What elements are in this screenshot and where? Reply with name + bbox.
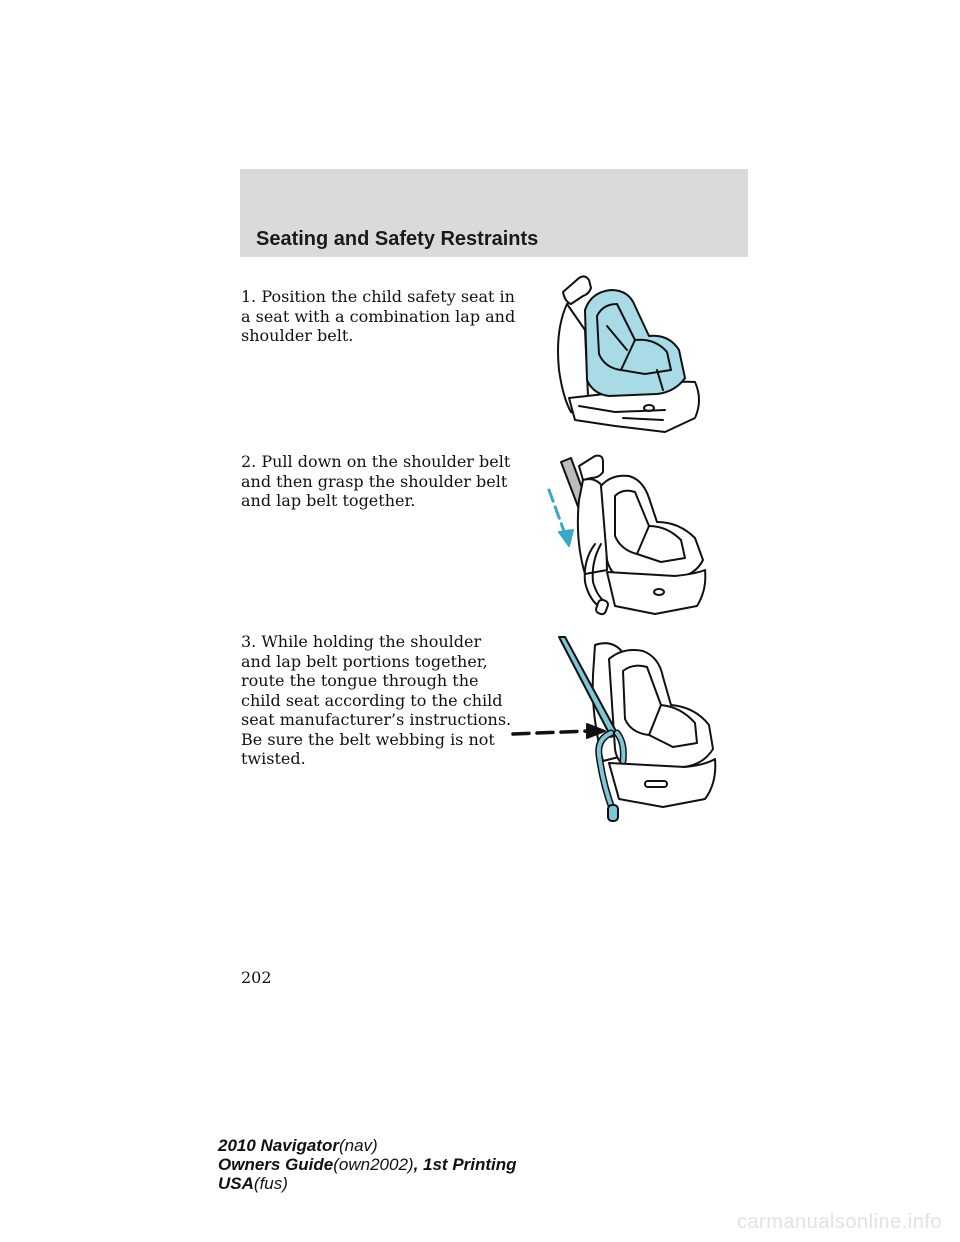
watermark: carmanualsonline.info xyxy=(736,1211,942,1233)
step-1-text: 1. Position the child safety seat in a seat with a combination lap and shoulder belt. xyxy=(241,287,516,345)
footer-line-3 xyxy=(218,1174,517,1193)
section-header xyxy=(240,169,748,257)
route-tongue-illustration xyxy=(505,635,725,825)
step-3-text: 3. While holding the shoulder and lap belt portions together, route the tongue through the child seat according to the child seat manufacturer’s instructions. Be sure the belt webbing is not twisted. xyxy=(241,632,512,768)
footer-line-2 xyxy=(218,1155,517,1174)
footer-model-code: (nav) xyxy=(338,1136,378,1155)
footer-printing: , 1st Printing xyxy=(413,1155,517,1174)
pull-shoulder-belt-illustration xyxy=(545,450,715,620)
footer-region-code: (fus) xyxy=(253,1174,288,1193)
document-footer xyxy=(218,1136,517,1193)
child-seat-position-illustration xyxy=(545,270,715,440)
section-title: Seating and Safety Restraints xyxy=(256,228,539,250)
step-2-text: 2. Pull down on the shoulder belt and then grasp the shoulder belt and lap belt together. xyxy=(241,452,511,510)
footer-guide: Owners Guide xyxy=(218,1155,334,1174)
footer-region: USA xyxy=(218,1174,254,1193)
footer-guide-code: (own2002) xyxy=(333,1155,414,1174)
page-number: 202 xyxy=(241,968,272,987)
footer-model: 2010 Navigator xyxy=(218,1136,339,1155)
footer-line-1 xyxy=(218,1136,517,1155)
